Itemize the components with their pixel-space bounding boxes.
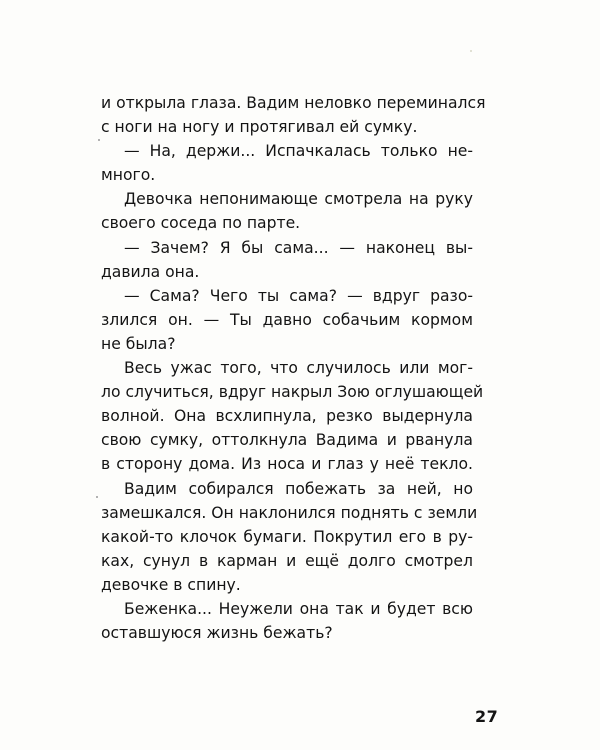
page-number: 27 [475, 707, 499, 726]
print-speck [98, 139, 100, 141]
page-text [101, 91, 486, 645]
text-line: оставшуюся жизнь бежать? [101, 624, 333, 643]
text-line: давила она. [101, 262, 200, 281]
text-line: ло случиться, вдруг накрыл Зою оглушающей [101, 383, 484, 402]
text-line: — Зачем? Я бы сама... — наконец вы- [124, 238, 473, 257]
print-speck [96, 496, 98, 498]
text-line: ках, сунул в карман и ещё долго смотрел [101, 551, 473, 570]
print-speck [470, 50, 472, 52]
text-line: не была? [101, 334, 176, 353]
text-line: Девочка непонимающе смотрела на руку [124, 190, 473, 209]
text-line: и открыла глаза. Вадим неловко переминался [101, 94, 486, 112]
text-line: злился он. — Ты давно собачьим кормом [101, 310, 473, 329]
text-line: своего соседа по парте. [101, 214, 301, 233]
text-line: Беженка... Неужели она так и будет всю [124, 599, 473, 618]
text-line: какой-то клочок бумаги. Покрутил его в ру- [101, 527, 473, 546]
text-line: Весь ужас того, что случилось или мог- [124, 359, 473, 378]
text-line: свою сумку, оттолкнула Вадима и рванула [101, 431, 473, 450]
text-line: волной. Она всхлипнула, резко выдернула [101, 407, 473, 426]
text-line: — На, держи... Испачкалась только не- [124, 142, 473, 161]
text-line: девочке в спину. [101, 575, 241, 594]
text-line: замешкался. Он наклонился поднять с земли [101, 503, 478, 522]
text-line: в сторону дома. Из носа и глаз у неё текло. [101, 455, 473, 474]
text-line: много. [101, 166, 156, 185]
text-line: с ноги на ногу и протягивал ей сумку. [101, 118, 418, 137]
text-line: Вадим собирался побежать за ней, но [124, 479, 473, 498]
text-line: — Сама? Чего ты сама? — вдруг разо- [124, 286, 473, 305]
